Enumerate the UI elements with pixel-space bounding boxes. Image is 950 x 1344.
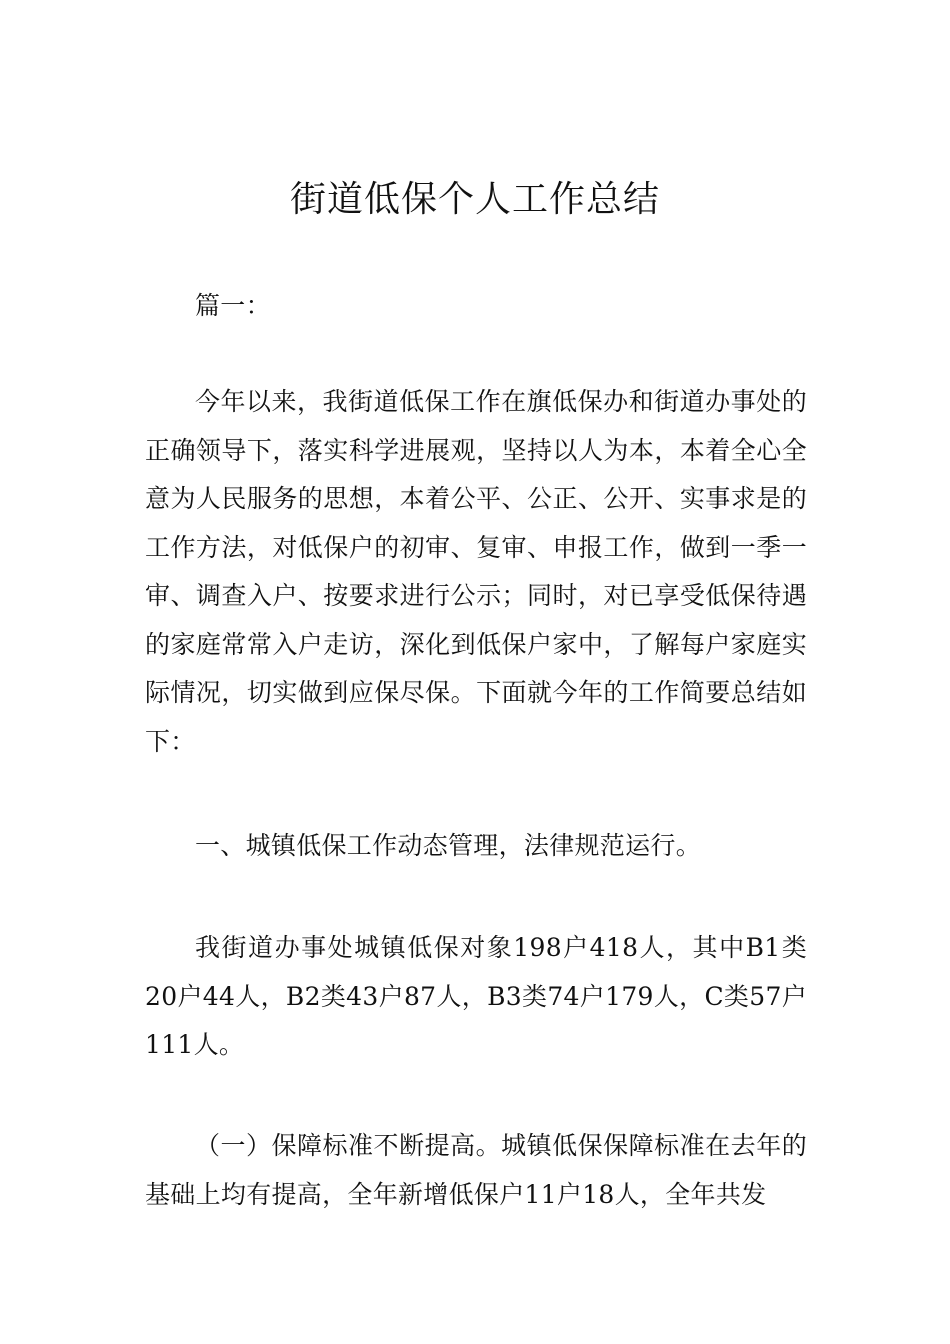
section-heading-part-one: 篇一： xyxy=(195,291,271,320)
document-title: 街道低保个人工作总结 xyxy=(289,179,660,220)
intro-paragraph: 今年以来，我街道低保工作在旗低保办和街道办事处的正确领导下，落实科学进展观，坚持以人为本，本着全心全意为人民服务的思想，本着公平、公正、公开、实事求是的工作方法，对低保户的初审、复审、申报工作，做到一季一审、调查入户、按要求进行公示；同时，对已享受低保待遇的家庭常常入户走访，深化到低保户家中，了解每户家庭实际情况，切实做到应保尽保。下面就今年的工作简要总结如下： xyxy=(145,387,807,756)
section-one-heading: 一、城镇低保工作动态管理，法律规范运行。 xyxy=(195,831,702,860)
statistics-paragraph: 我街道办事处城镇低保对象198户418人，其中B1类20户44人，B2类43户87人，B3类74户179人，C类57户111人。 xyxy=(145,933,807,1059)
subsection-one-paragraph: （一）保障标准不断提高。城镇低保保障标准在去年的基础上均有提高，全年新增低保户11户18人，全年共发 xyxy=(145,1131,807,1209)
